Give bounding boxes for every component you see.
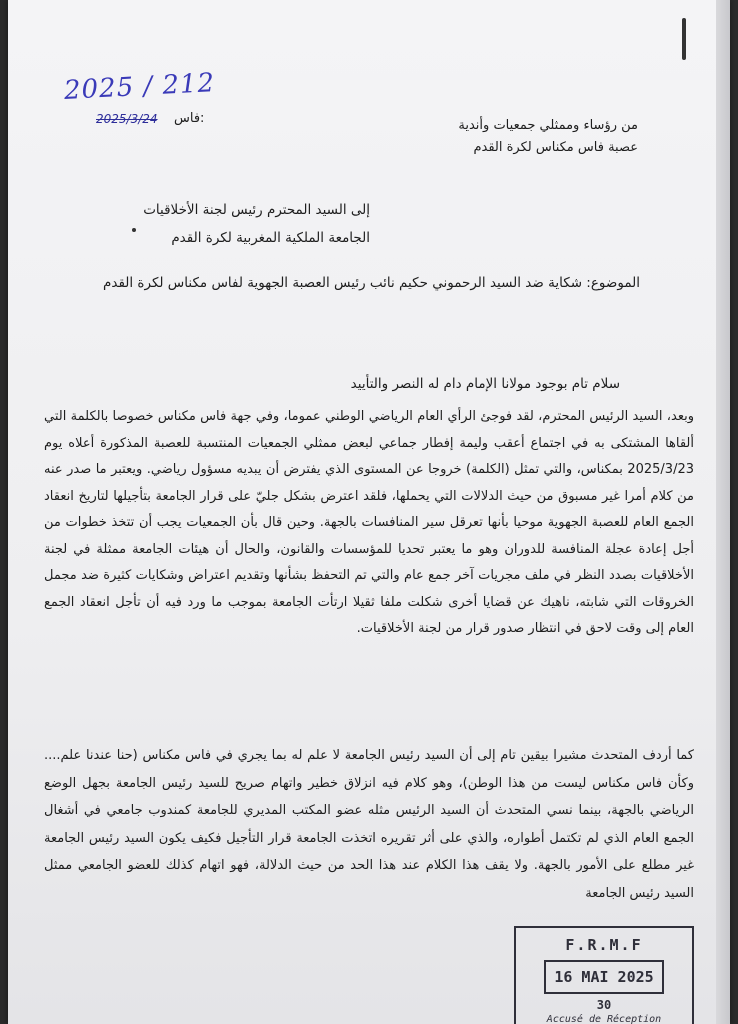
place-label: فاس: <box>174 111 205 126</box>
paragraph-1: وبعد، السيد الرئيس المحترم، لقد فوجئ الرأي العام الرياضي الوطني عموما، وفي جهة فاس مكناس خصوصا بالكلمة التي ألقاها المشتكى به في اجتماع أعقب وليمة إفطار جماعي لبعض ممثلي الجمعيات المنتسبة للعصبة المذكورة أعلاه يوم 2025/3/23 بمكناس، والتي تمثل (الكلمة) خروجا عن المستوى الذي يفترض أن يبديه مسؤول رياضي. ويعتبر ما صدر عنه من كلام أمرا غير مسبوق من حيث الدلالات التي يحملها، فلقد اعترض بشكل جليّ على قرار الجامعة بتأجيلها لتاريخ انعقاد الجمع العام للعصبة الجهوية موحيا بأنها تعرقل سير المنافسات بالجهة. وحين قال بأن الجمعيات يجب أن تتخذ خطوات من أجل إعادة عجلة المنافسة للدوران وهو ما يعتبر تحديا للمؤسسات والقانون، والحال أن هيئات الجامعة ممثلة في لجنة الأخلاقيات بصدد النظر في ملف مجريات آخر جمع عام والتي تم التحفظ بشأنها وتقديم اعتراض وشكايات كثيرة ضد مجمل الخروقات التي شابته، ناهيك عن قضايا أخرى شكلت ملفا ثقيلا ارتأت الجامعة بموجب ما ورد فيه أن تأجل انعقاد الجمع العام إلى وقت لاحق في انتظار صدور قرار من لجنة الأخلاقيات. <box>44 409 694 636</box>
recipient-block <box>143 196 370 252</box>
recipient-line-1: إلى السيد المحترم رئيس لجنة الأخلاقيات <box>143 202 370 218</box>
paragraph-2: كما أردف المتحدث مشيرا بيقين تام إلى أن السيد رئيس الجامعة لا علم له بما يجري في فاس مكناس (حنا عندنا علم.... وكأن فاس مكناس ليست من هذا الوطن)، وهو كلام فيه انزلاق خطير واتهام صريح للسيد رئيس الجامعة بجهل الوضع الرياضي بالجهة، بينما نسي المتحدث أن السيد الرئيس مثله عضو المكتب المديري للجامعة كمندوب جامعي في أشغال الجمع العام الذي لم تكتمل أطواره، والذي على أثر تقريره اتخذت الجامعة قرار التأجيل فكيف يكون السيد رئيس الجامعة غير مطلع على الأمور بالجهة. ولا يقف هذا الكلام عند هذا الحد من حيث الدلالة، فهو اتهام كذلك للعضو الجامعي ممثل السيد رئيس الجامعة <box>44 748 694 901</box>
greeting: سلام تام بوجود مولانا الإمام دام له النصر والتأييد <box>350 376 620 392</box>
handwritten-reference-number: 2025 / 212 <box>63 68 216 106</box>
sender-line-2: عصبة فاس مكناس لكرة القدم <box>473 140 638 155</box>
recipient-line-2: الجامعة الملكية المغربية لكرة القدم <box>171 230 370 246</box>
stamp-org: F.R.M.F <box>565 936 643 954</box>
reception-stamp <box>514 926 694 1024</box>
page-edge <box>716 0 730 1024</box>
stamp-date: 16 MAI 2025 <box>544 960 664 994</box>
letter-page <box>8 0 730 1024</box>
ink-mark <box>682 18 686 60</box>
subject-line: الموضوع: شكاية ضد السيد الرحموني حكيم نائب رئيس العصبة الجهوية لفاس مكناس لكرة القدم <box>103 275 640 291</box>
sender-line-1: من رؤساء وممثلي جمعيات وأندية <box>458 118 638 133</box>
sender-block <box>458 115 638 159</box>
ink-dot <box>132 228 136 232</box>
stamp-label: Accusé de Réception <box>546 1014 662 1024</box>
crossed-out-date: 2025/3/24 <box>96 112 158 126</box>
stamp-number: 30 <box>596 998 612 1012</box>
